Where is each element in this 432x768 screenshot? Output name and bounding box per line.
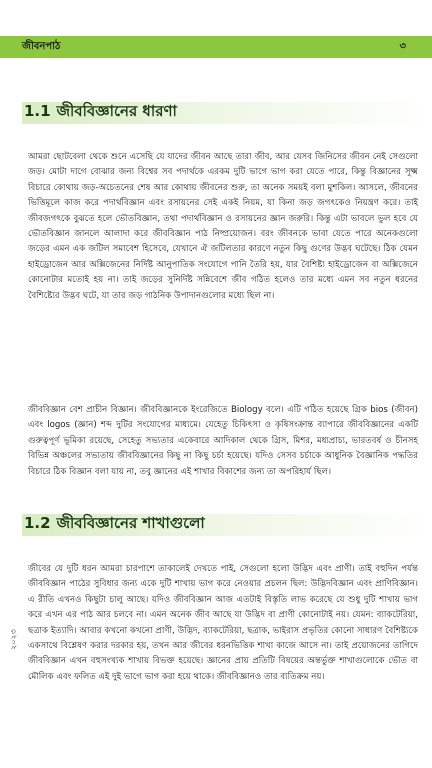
paragraph-text: জীববিজ্ঞান বেশ প্রাচীন বিজ্ঞান। জীববিজ্ঞানকে ইংরেজিতে Biology বলে। এটি গঠিত হয়েছে গ্রিক bios (জীবন) এবং logos (জ্ঞান) শব্দ দুটির সংযোগের মাধ্যমে। যেহেতু চিকিৎসা ও কৃষিসংক্রান্ত ব্যাপারে জীববিজ্ঞানের একটি গুরুত্বপূর্ণ ভূমিকা রয়েছে, সেহেতু সভ্যতার একেবারে আদিকাল থেকে গ্রিস, মিশর, মধ্যপ্রাচ্য, ভারতবর্ষ ও চীনসহ বিভিন্ন অঞ্চলের সভ্যতায় জীববিজ্ঞানের কিছু না কিছু চর্চা হয়েছে। যদিও সেসব চর্চাকে আধুনিক বৈজ্ঞানিক পদ্ধতির বিচারে ঠিক বিজ্ঞান বলা যায় না, তবু জ্ঞানের এই শাখার বিকাশের জন্য তা অপরিহার্য ছিল। bbox=[28, 405, 418, 477]
section-title bbox=[24, 100, 177, 125]
paragraph-text: আমরা ছোটবেলা থেকে শুনে এসেছি যে যাদের জীবন আছে তারা জীব, আর যেসব জিনিসের জীবন নেই সেগুলো জড়। মোটা দাগে বোঝার জন্য বিশ্বের সব পদার্থকে এরকম দুটি ভাগে ভাগ করা যেতে পারে, কিন্তু বিজ্ঞানের সূক্ষ্ম বিচারে কোথায় জড়-অচেতনের শেষ আর কোথায় জীবনের শুরু, তা অনেক সময়ই বলা মুশকিল। আসলে, জীবনের ভিত্তিমূলে কাজ করে পদার্থবিজ্ঞান এবং রসায়নের সেই একই নিয়ম, যা কিনা জড় জগৎকেও নিয়ন্ত্রণ করে। তাই জীবজগৎকে বুঝতে হলে ভৌতবিজ্ঞান, তথা পদার্থবিজ্ঞান ও রসায়নের জ্ঞান জরুরি। কিন্তু এটা ভাবলে ভুল হবে যে ভৌতবিজ্ঞান জানলে আলাদা করে জীববিজ্ঞান পাঠ নিষ্প্রয়োজন। বরং জীবনকে ভাবা যেতে পারে অনেকগুলো জড়ের এমন এক জটিল সমাবেশ হিসেবে, যেখানে ঐ জটিলতার কারণে নতুন কিছু গুণের উদ্ভব ঘটেছে। ঠিক যেমন হাইড্রোজেন আর অক্সিজেনের নির্দিষ্ট আনুপাতিক সংযোগে পানি তৈরি হয়, যার বৈশিষ্ট্য হাইড্রোজেন বা অক্সিজেনে কোনোটার মতোই হয় না। তাই জড়ের সুনির্দিষ্ট সন্নিবেশে জীব গঠিত হলেও তার মধ্যে এমন সব নতুন ধরনের বৈশিষ্ট্যের উদ্ভব ঘটে, যা তার জড় গাঠনিক উপাদানগুলোর মধ্যে ছিল না। bbox=[28, 152, 418, 301]
paragraph bbox=[28, 403, 418, 480]
section-number: 1.1 bbox=[24, 102, 51, 120]
paragraph bbox=[28, 150, 418, 304]
paragraph-text: জীবের যে দুটি ধরন আমরা চারপাশে তাকালেই দেখতে পাই, সেগুলো হলো উদ্ভিদ এবং প্রাণী। তাই বহুদিন পর্যন্ত জীববিজ্ঞান পাঠের সুবিধার জন্য একে দুটি শাখায় ভাগ করে নেওয়ার প্রচলন ছিল: উদ্ভিদবিজ্ঞান এবং প্রাণিবিজ্ঞান। এ রীতি এখনও কিছুটা চালু আছে। যদিও জীববিজ্ঞান আজ এতটাই বিস্তৃতি লাভ করেছে যে শুধু দুটি শাখায় ভাগ করে এখন এর পাঠ আর চলবে না। এমন অনেক জীব আছে যা উদ্ভিদ বা প্রাণী কোনোটাই নয়। যেমন: ব্যাকটেরিয়া, ছত্রাক ইত্যাদি। আবার কখনো কখনো প্রাণী, উদ্ভিদ, ব্যাকটেরিয়া, ছত্রাক, ভাইরাস প্রভৃতির কোনো সাধারণ বৈশিষ্ট্যকে একসাথে বিশ্লেষণ করার দরকার হয়, তখন আর জীবের ধরনভিত্তিক শাখা কাজে আসে না। তাই প্রয়োজনের তাগিদে জীববিজ্ঞান এখন বহুসংখ্যক শাখায় বিভক্ত হয়েছে। জ্ঞানের প্রায় প্রতিটি বিষয়ের অন্তর্ভুক্ত শাখাগুলোকে ভৌত বা মৌলিক এবং ফলিত এই দুই ভাগে ভাগ করা হয়ে থাকে। জীববিজ্ঞানও তার ব্যতিক্রম নয়। bbox=[28, 564, 418, 682]
paragraph bbox=[28, 562, 418, 685]
book-title: জীবনপাঠ bbox=[22, 41, 61, 52]
section-title-text: জীববিজ্ঞানের শাখাগুলো bbox=[56, 514, 205, 532]
page-number: ৩ bbox=[399, 41, 406, 52]
side-year-label: ২০২৩ bbox=[9, 629, 18, 650]
section-title-text: জীববিজ্ঞানের ধারণা bbox=[56, 102, 177, 120]
section-number: 1.2 bbox=[24, 514, 51, 532]
running-header bbox=[0, 36, 432, 58]
section-heading-1-2 bbox=[0, 504, 432, 544]
section-title bbox=[24, 512, 205, 537]
section-heading-1-1 bbox=[0, 92, 432, 132]
